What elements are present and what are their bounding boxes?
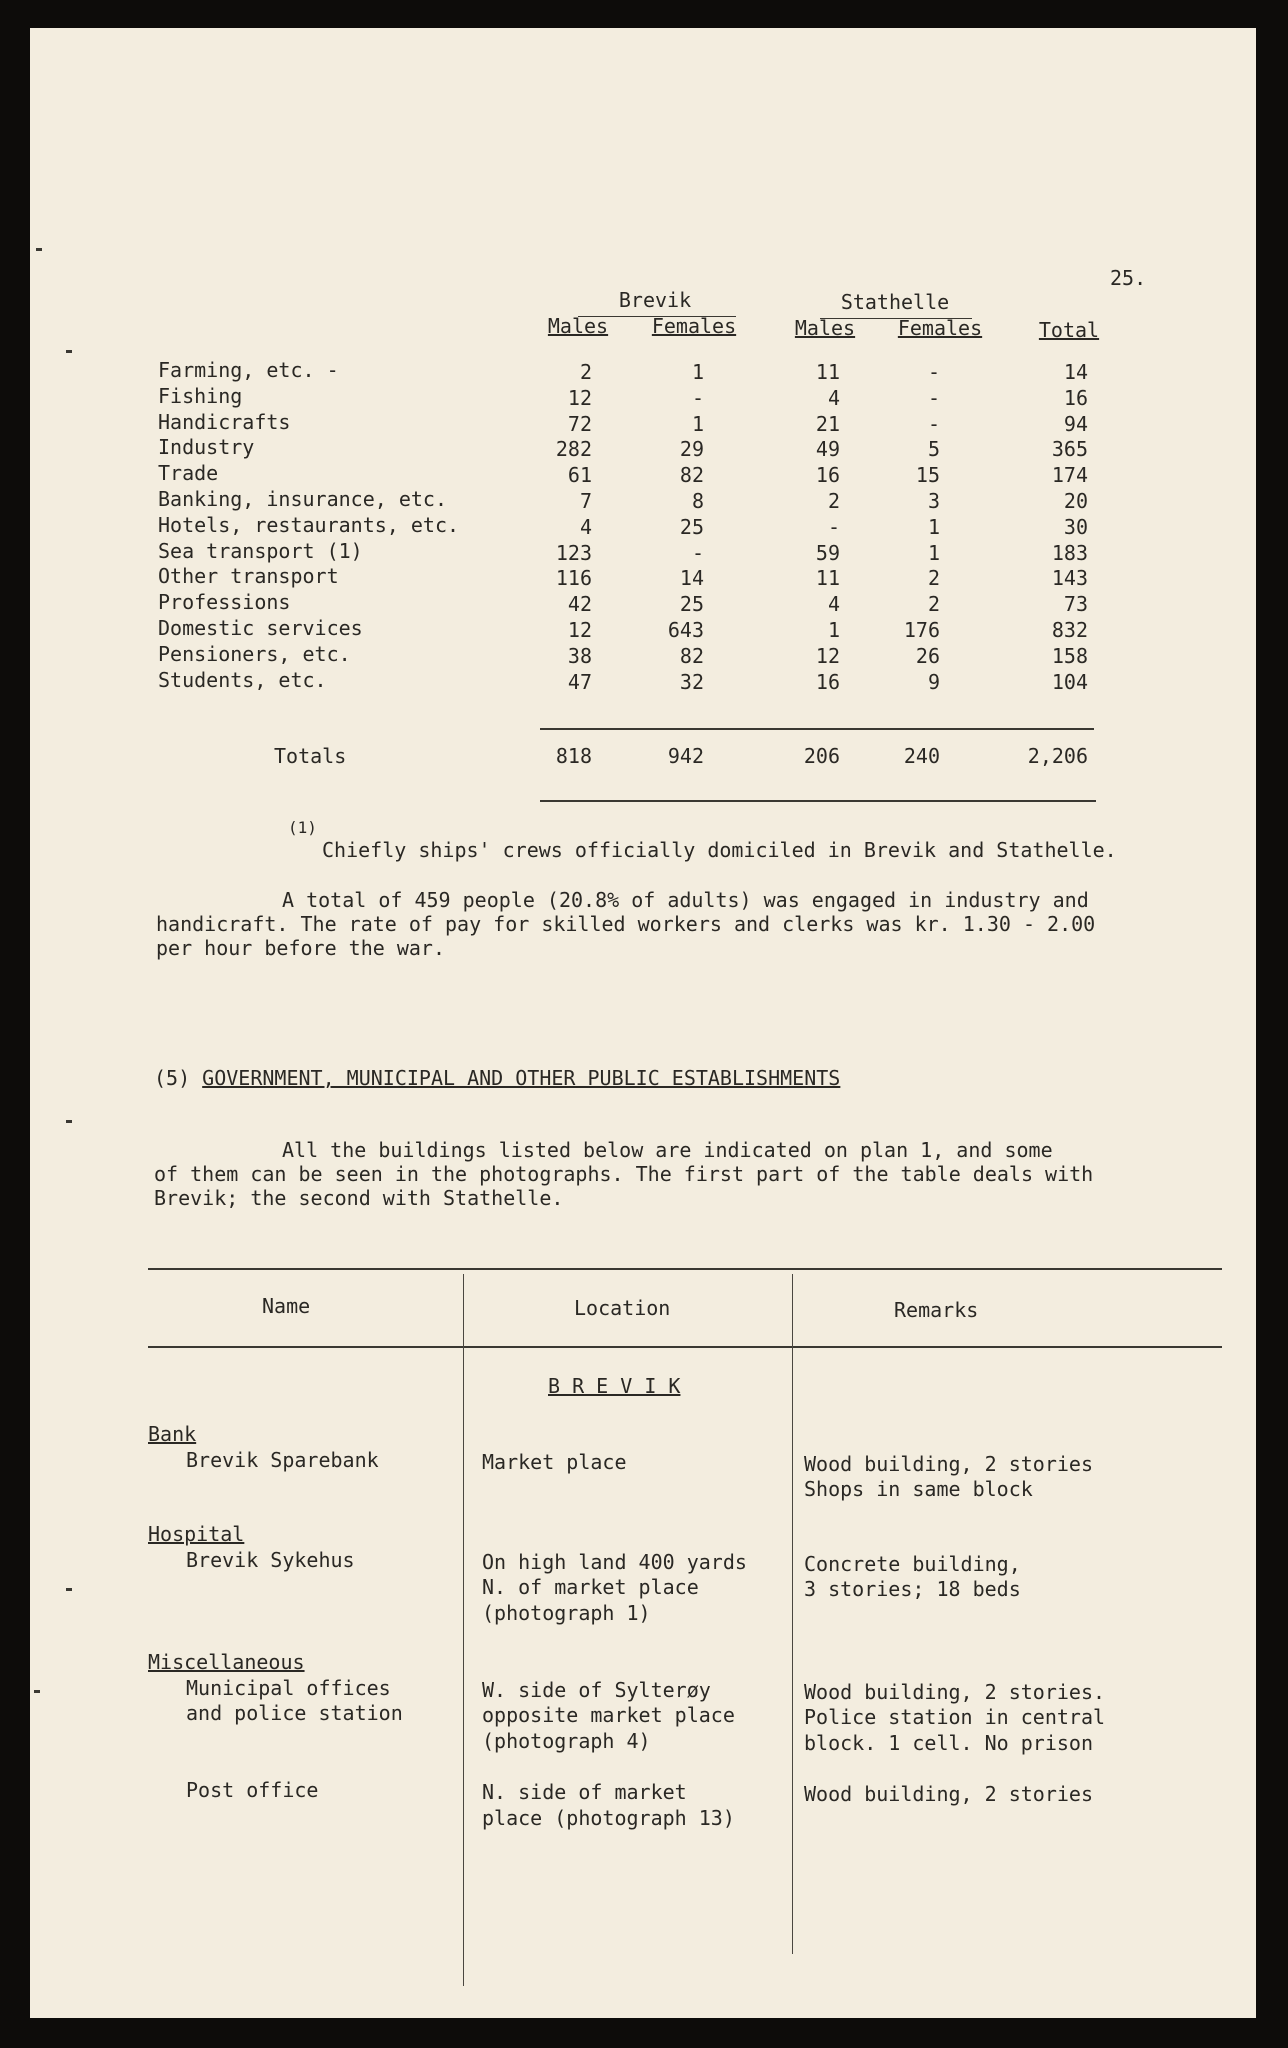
paragraph-industry-line-2: handicraft. The rate of pay for skilled workers and clerks was kr. 1.30 - 2.00	[156, 912, 1096, 936]
cell-stathelle-males: 4	[827, 592, 840, 617]
totals-rule-bottom	[540, 800, 1096, 802]
cell-total: 183	[1051, 540, 1088, 565]
cell-brevik-males: 61	[567, 463, 592, 488]
cell-total: 104	[1051, 669, 1088, 694]
building-name: Municipal offices	[186, 1675, 391, 1700]
cell-stathelle-females: 1	[927, 514, 940, 539]
building-remarks: 3 stories; 18 beds	[804, 1577, 1021, 1601]
paragraph-buildings-line-1: All the buildings listed below are indicated on plan 1, and some	[282, 1138, 1053, 1162]
cell-brevik-females: 8	[691, 489, 704, 513]
category-label: Bank	[148, 1422, 197, 1446]
building-location: N. of market place	[482, 1575, 699, 1599]
margin-mark	[66, 1588, 72, 1591]
totals-rule-top	[540, 728, 1094, 730]
total-stathelle-females: 240	[903, 744, 940, 768]
buildings-table-divider-1	[463, 1274, 464, 1986]
cell-total: 16	[1063, 385, 1088, 410]
cell-brevik-females: 1	[691, 411, 704, 436]
building-location: N. side of market	[482, 1780, 687, 1804]
cell-stathelle-females: 26	[915, 643, 940, 668]
building-remarks: Police station in central	[804, 1705, 1106, 1729]
building-location: place (photograph 13)	[482, 1805, 735, 1830]
section-heading	[154, 1066, 840, 1090]
category-label: Hospital	[148, 1522, 245, 1546]
total-brevik-females: 942	[667, 744, 704, 768]
building-location: Market place	[482, 1449, 627, 1474]
cell-total: 174	[1051, 463, 1088, 488]
occupation-label: Banking, insurance, etc.	[158, 487, 447, 511]
cell-brevik-females: 643	[667, 618, 704, 642]
col-header-total: Total	[1038, 318, 1100, 342]
cell-brevik-females: 1	[691, 360, 704, 384]
buildings-table-header-rule	[148, 1346, 1222, 1348]
cell-brevik-males: 282	[555, 437, 592, 462]
margin-mark	[66, 350, 72, 353]
building-remarks: Wood building, 2 stories	[804, 1451, 1093, 1476]
document-page	[30, 28, 1256, 2018]
occupation-label: Sea transport (1)	[158, 538, 363, 563]
section-title: GOVERNMENT, MUNICIPAL AND OTHER PUBLIC ESTABLISHMENTS	[202, 1066, 841, 1090]
cell-stathelle-females: 5	[927, 437, 940, 462]
cell-stathelle-males: 11	[815, 566, 840, 591]
cell-stathelle-females: -	[927, 411, 940, 436]
page-number: 25.	[1110, 266, 1147, 290]
cell-total: 14	[1063, 360, 1088, 384]
occupation-label: Farming, etc. -	[158, 358, 339, 382]
cell-total: 158	[1051, 643, 1088, 668]
cell-stathelle-males: 59	[815, 540, 840, 565]
cell-brevik-females: 29	[679, 437, 704, 462]
cell-stathelle-males: 49	[815, 437, 840, 462]
cell-brevik-males: 123	[555, 540, 592, 565]
buildings-header-name: Name	[262, 1294, 311, 1318]
cell-stathelle-females: 2	[927, 566, 940, 591]
cell-brevik-females: 25	[679, 592, 704, 617]
cell-stathelle-females: 9	[927, 669, 940, 694]
cell-brevik-males: 4	[579, 514, 592, 539]
paragraph-industry-line-3: per hour before the war.	[156, 936, 445, 960]
cell-total: 143	[1051, 566, 1088, 591]
cell-stathelle-males: 2	[827, 489, 840, 513]
cell-brevik-males: 47	[567, 669, 592, 694]
cell-total: 94	[1063, 411, 1088, 436]
buildings-table-top-rule	[148, 1268, 1222, 1270]
cell-total: 73	[1063, 592, 1088, 617]
building-remarks: Wood building, 2 stories.	[804, 1679, 1106, 1704]
building-remarks: block. 1 cell. No prison	[804, 1730, 1093, 1755]
cell-stathelle-males: -	[827, 514, 840, 539]
cell-brevik-males: 7	[579, 489, 592, 513]
building-location: On high land 400 yards	[482, 1549, 747, 1574]
building-location: opposite market place	[482, 1703, 735, 1727]
cell-stathelle-females: -	[927, 385, 940, 410]
cell-stathelle-females: -	[927, 360, 940, 384]
building-name: Post office	[186, 1778, 319, 1802]
building-name: Brevik Sparebank	[186, 1447, 379, 1472]
cell-brevik-males: 2	[579, 360, 592, 384]
col-header-stathelle-females: Females	[897, 316, 983, 340]
occupation-label: Other transport	[158, 564, 339, 589]
cell-brevik-females: 14	[679, 566, 704, 591]
margin-mark	[36, 248, 42, 251]
occupation-label: Pensioners, etc.	[158, 641, 351, 666]
cell-brevik-males: 72	[567, 411, 592, 436]
cell-brevik-males: 116	[555, 566, 592, 591]
cell-stathelle-females: 2	[927, 592, 940, 617]
cell-brevik-females: 82	[679, 463, 704, 488]
cell-total: 30	[1063, 514, 1088, 539]
cell-stathelle-males: 16	[815, 463, 840, 488]
total-brevik-males: 818	[555, 744, 592, 768]
cell-stathelle-females: 3	[927, 489, 940, 513]
building-remarks: Wood building, 2 stories	[804, 1782, 1093, 1806]
building-remarks: Shops in same block	[804, 1477, 1033, 1501]
cell-brevik-females: -	[691, 540, 704, 565]
buildings-header-location: Location	[574, 1296, 671, 1320]
cell-stathelle-males: 1	[827, 618, 840, 642]
building-location: (photograph 4)	[482, 1728, 651, 1753]
cell-stathelle-females: 1	[927, 540, 940, 565]
occupation-label: Handicrafts	[158, 409, 291, 434]
total-stathelle-males: 206	[803, 744, 840, 768]
building-location: (photograph 1)	[482, 1600, 651, 1625]
cell-brevik-males: 42	[567, 592, 592, 617]
cell-stathelle-males: 12	[815, 643, 840, 668]
cell-stathelle-males: 4	[827, 385, 840, 410]
occupation-label: Domestic services	[158, 616, 363, 640]
cell-stathelle-females: 15	[915, 463, 940, 488]
col-header-brevik-males: Males	[547, 314, 609, 338]
occupation-label: Students, etc.	[158, 667, 327, 692]
buildings-table-divider-2	[792, 1274, 793, 1954]
occupation-label: Hotels, restaurants, etc.	[158, 512, 460, 537]
occupation-label: Fishing	[158, 383, 243, 408]
cell-stathelle-males: 11	[815, 360, 840, 384]
cell-brevik-males: 12	[567, 385, 592, 410]
building-name: and police station	[186, 1701, 403, 1725]
cell-total: 20	[1063, 489, 1088, 513]
occupation-label: Professions	[158, 590, 291, 615]
building-name: Brevik Sykehus	[186, 1547, 355, 1572]
footnote-text: Chiefly ships' crews officially domiciled in Brevik and Stathelle.	[322, 838, 1117, 862]
cell-brevik-females: 82	[679, 643, 704, 668]
cell-total: 365	[1051, 437, 1088, 462]
cell-stathelle-females: 176	[903, 618, 940, 642]
building-remarks: Concrete building,	[804, 1551, 1021, 1576]
cell-stathelle-males: 21	[815, 411, 840, 436]
cell-brevik-females: 32	[679, 669, 704, 694]
margin-mark	[66, 1120, 72, 1123]
category-label: Miscellaneous	[148, 1650, 305, 1674]
paragraph-industry-line-1: A total of 459 people (20.8% of adults) was engaged in industry and	[282, 888, 1089, 912]
cell-stathelle-males: 16	[815, 669, 840, 694]
paragraph-buildings-line-3: Brevik; the second with Stathelle.	[154, 1186, 564, 1210]
footnote-marker: (1)	[288, 818, 317, 837]
cell-total: 832	[1051, 618, 1088, 642]
building-location: W. side of Sylterøy	[482, 1677, 711, 1702]
col-header-stathelle-males: Males	[794, 316, 856, 340]
col-header-brevik-females: Females	[651, 314, 737, 338]
total-overall: 2,206	[1027, 744, 1088, 768]
group-header-brevik: Brevik	[618, 288, 692, 312]
occupation-label: Industry	[158, 435, 255, 460]
cell-brevik-males: 38	[567, 643, 592, 668]
section-number: (5)	[154, 1066, 191, 1090]
margin-mark	[34, 1690, 40, 1693]
totals-label: Totals	[274, 744, 347, 768]
paragraph-buildings-line-2: of them can be seen in the photographs. The first part of the table deals with	[154, 1162, 1094, 1186]
cell-brevik-females: 25	[679, 514, 704, 539]
cell-brevik-males: 12	[567, 618, 592, 642]
occupation-label: Trade	[158, 461, 219, 486]
buildings-header-remarks: Remarks	[894, 1298, 979, 1322]
group-header-stathelle: Stathelle	[840, 290, 950, 314]
cell-brevik-females: -	[691, 385, 704, 410]
buildings-section-label: B R E V I K	[548, 1374, 681, 1398]
